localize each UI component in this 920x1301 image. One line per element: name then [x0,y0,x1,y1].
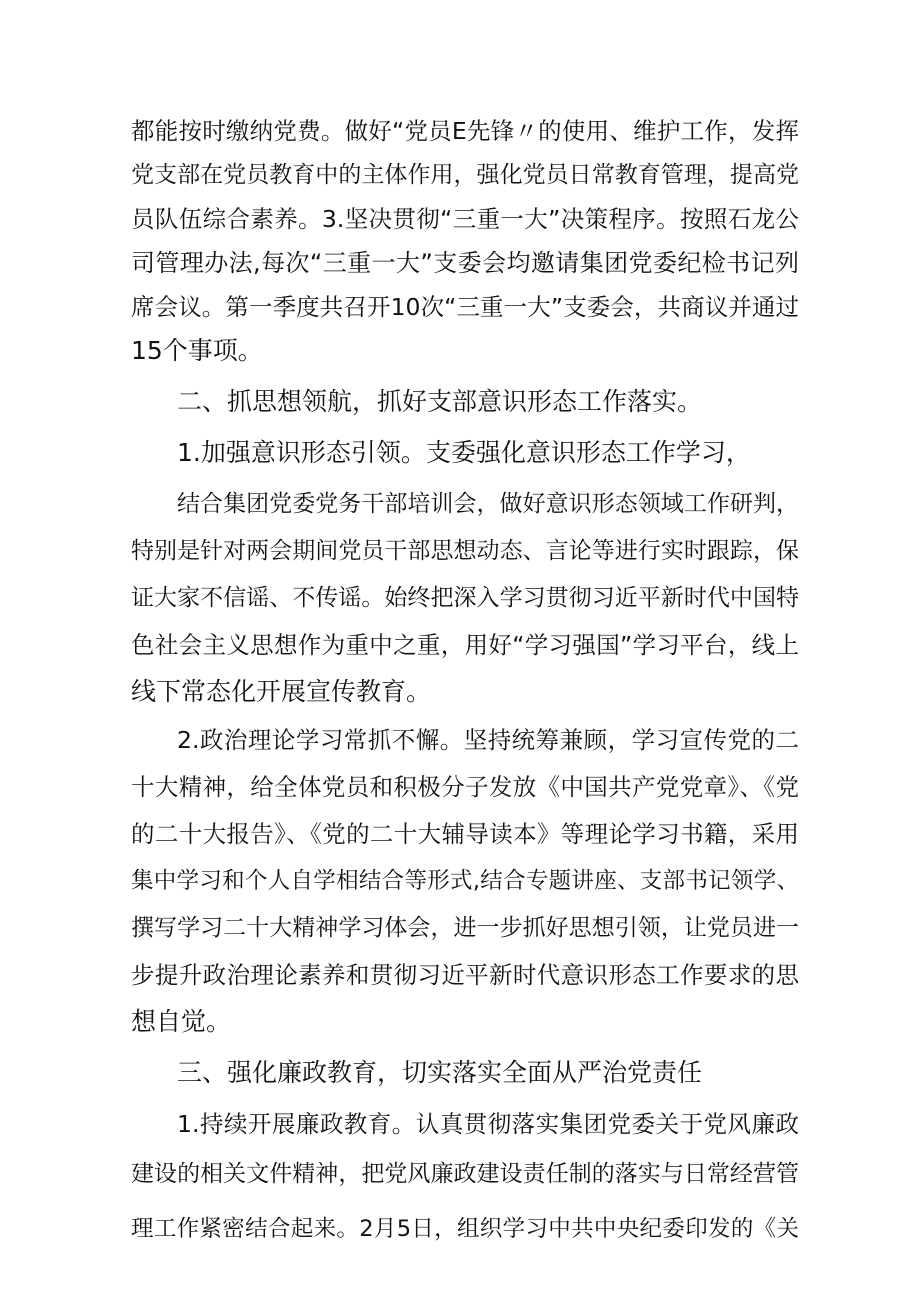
text-line: 员队伍综合素养。3.坚决贯彻“三重一大”决策程序。按照石龙公 [131,205,799,233]
text-line: 线下常态化开展宣传教育。 [131,677,432,706]
text-line: 结合集团党委党务干部培训会，做好意识形态领域工作研判， [177,491,799,517]
text-line: 色社会主义思想作为重中之重，用好“学习强国”学习平台，线上 [131,631,799,659]
text-line: 理工作紧密结合起来。2月5日，组织学习中共中央纪委印发的《关 [131,1216,799,1242]
text-line: 想自觉。 [131,1007,232,1036]
text-line: 都能按时缴纳党费。做好“党员E先锋〃的使用、维护工作，发挥 [131,117,799,145]
text-line: 步提升政治理论素养和贯彻习近平新时代意识形态工作要求的思 [131,961,799,989]
text-line: 特别是针对两会期间党员干部思想动态、言论等进行实时跟踪，保 [131,538,799,564]
text-line: 证大家不信谣、不传谣。始终把深入学习贯彻习近平新时代中国特 [131,585,799,611]
text-line: 1.持续开展廉政教育。认真贯彻落实集团党委关于党风廉政 [177,1110,799,1138]
text-line: 席会议。第一季度共召开10次“三重一大”支委会，共商议并通过 [131,293,799,321]
section-heading: 二、抓思想领航，抓好支部意识形态工作落实。 [177,387,703,416]
text-line: 建设的相关文件精神，把党风廉政建设责任制的落实与日常经营管 [131,1161,799,1187]
text-line: 司管理办法,每次“三重一大”支委会均邀请集团党委纪检书记列 [131,249,799,277]
text-line: 集中学习和个人自学相结合等形式,结合专题讲座、支部书记领学、 [131,868,799,894]
text-line: 十大精神，给全体党员和积极分子发放《中国共产党党章》、《党 [131,773,799,801]
text-line: 1.加强意识形态引领。支委强化意识形态工作学习， [177,438,751,467]
text-line: 党支部在党员教育中的主体作用，强化党员日常教育管理，提高党 [131,162,799,188]
text-line: 15个事项。 [131,336,263,365]
text-line: 的二十大报告》、《党的二十大辅导读本》等理论学习书籍，采用 [131,820,799,848]
section-heading: 三、强化廉政教育，切实落实全面从严治党责任 [177,1058,703,1087]
text-line: 2.政治理论学习常抓不懈。坚持统筹兼顾，学习宣传党的二 [177,726,799,754]
text-line: 撰写学习二十大精神学习体会，进一步抓好思想引领，让党员进一 [131,915,799,941]
